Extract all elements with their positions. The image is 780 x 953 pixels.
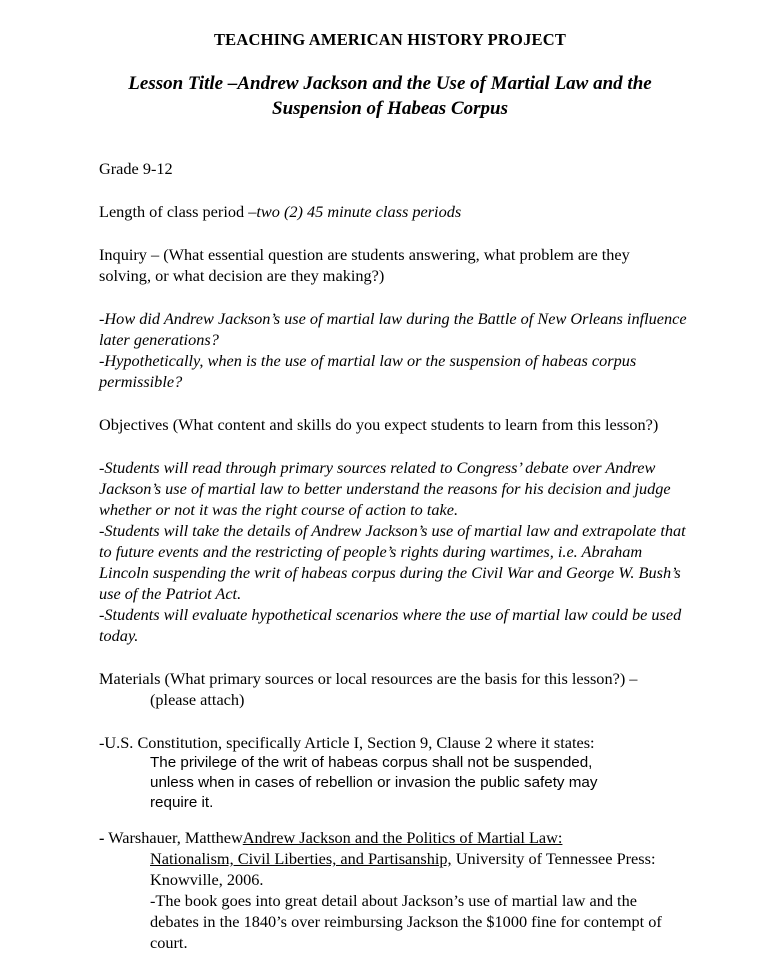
objectives-heading: Objectives (What content and skills do you expect students to learn from this lesson?) xyxy=(99,415,659,434)
citation-annotation: -The book goes into great detail about Jackson’s use of martial law and the debates in the 1840’s over reimbursing Jackson the $1000 fine for contempt of court. xyxy=(150,891,662,952)
objective-item-1: -Students will read through primary sources related to Congress’ debate over Andrew Jackson’s use of martial law to better understand the reasons for his decision and judge whether or not it was the right course of action to take. xyxy=(99,458,671,519)
lesson-title xyxy=(107,71,673,121)
inquiry-question-2: -Hypothetically, when is the use of martial law or the suspension of habeas corpus permissible? xyxy=(99,351,637,391)
spacer xyxy=(99,179,689,201)
document-body xyxy=(99,121,689,953)
constitution-quote: The privilege of the writ of habeas corpus shall not be suspended, unless when in cases of rebellion or invasion the public safety may require it. xyxy=(150,754,598,811)
citation-author: Warshauer, Matthew xyxy=(104,828,243,847)
objective-item-2: -Students will take the details of Andrew Jackson’s use of martial law and extrapolate that to future events and the restricting of people’s rights during wartimes, i.e. Abraham Lincoln suspending the writ of habeas corpus during the Civil War and George W. Bush’s use of the Patriot Act. xyxy=(99,521,686,603)
inquiry-question-1: -How did Andrew Jackson’s use of martial law during the Battle of New Orleans influence later generations? xyxy=(99,309,687,349)
citation-title-part-2: Nationalism, Civil Liberties, and Partisanship, xyxy=(150,849,452,868)
inquiry-heading: Inquiry – (What essential question are students answering, what problem are they solving, or what decision are they making?) xyxy=(99,245,630,285)
spacer xyxy=(99,710,689,732)
spacer xyxy=(99,392,689,414)
spacer xyxy=(99,435,689,457)
source-warshauer-citation xyxy=(99,827,689,848)
lesson-title-line-1: Lesson Title –Andrew Jackson and the Use of Martial Law and the xyxy=(128,73,652,94)
spacer xyxy=(99,286,689,308)
citation-continued xyxy=(150,848,689,869)
materials-heading: Materials (What primary sources or local resources are the basis for this lesson?) – xyxy=(99,669,638,688)
materials-attach-note: (please attach) xyxy=(150,690,245,709)
spacer xyxy=(99,646,689,668)
class-length-value: two (2) 45 minute class periods xyxy=(256,202,462,221)
lesson-title-line-2: Suspension of Habeas Corpus xyxy=(272,98,508,119)
citation-place-year: Knowville, 2006. xyxy=(150,870,264,889)
spacer xyxy=(99,813,689,827)
class-length-label: Length of class period – xyxy=(99,202,257,221)
source-constitution-label: -U.S. Constitution, specifically Article I, Section 9, Clause 2 where it states: xyxy=(99,733,595,752)
spacer xyxy=(99,222,689,244)
citation-publisher: University of Tennessee Press: xyxy=(451,849,656,868)
document-header: TEACHING AMERICAN HISTORY PROJECT xyxy=(213,30,567,49)
citation-dash: - xyxy=(99,828,105,847)
objective-item-3: -Students will evaluate hypothetical scenarios where the use of martial law could be used today. xyxy=(99,605,682,645)
spacer xyxy=(99,121,689,158)
class-length xyxy=(99,201,689,222)
citation-title-part-1: Andrew Jackson and the Politics of Martial Law: xyxy=(242,828,563,847)
grade-level: Grade 9-12 xyxy=(99,159,173,178)
